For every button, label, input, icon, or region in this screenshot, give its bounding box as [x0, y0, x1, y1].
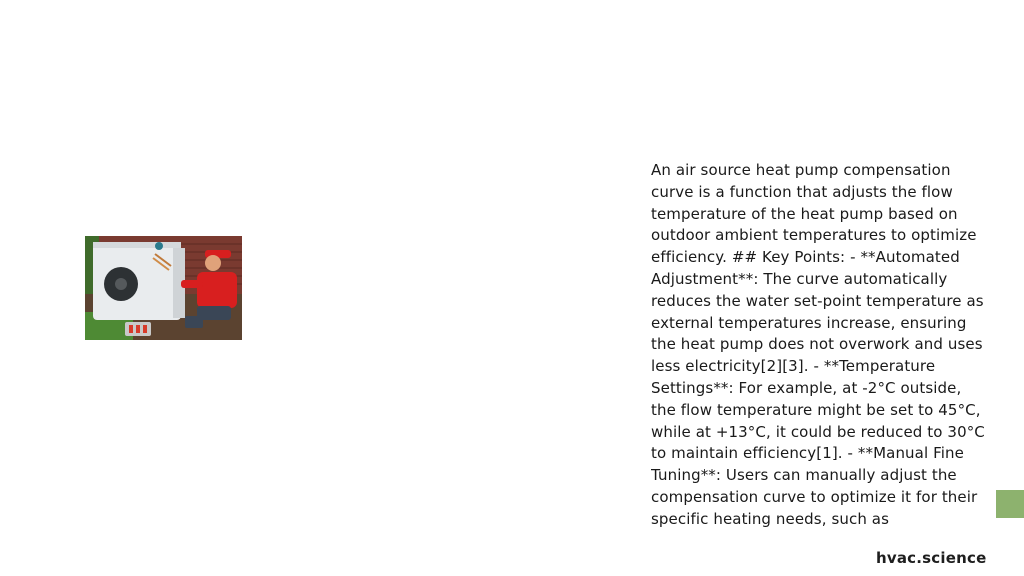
brand-logo: hvac.science [876, 549, 987, 567]
heat-pump-technician-image [85, 236, 242, 340]
article-body [651, 160, 991, 576]
article-text: An air source heat pump compensation curve is a function that adjusts the flow temperature of the heat pump based on outdoor ambient temperatures to optimize efficiency. ## Key Points: - **Automated Adjustment**: The curve automatically reduces the water set-point temperature as external temperatures increase, ensuring the heat pump does not overwork and uses less electricity[2][3]. - **Temperature Settings**: For example, at -2°C outside, the flow temperature might be set to 45°C, while at +13°C, it could be reduced to 30°C to maintain efficiency[1]. - **Manual Fine Tuning**: Users can manually adjust the compensation curve to optimize it for their specific heating needs, such as [651, 161, 985, 528]
accent-tab [996, 490, 1024, 518]
